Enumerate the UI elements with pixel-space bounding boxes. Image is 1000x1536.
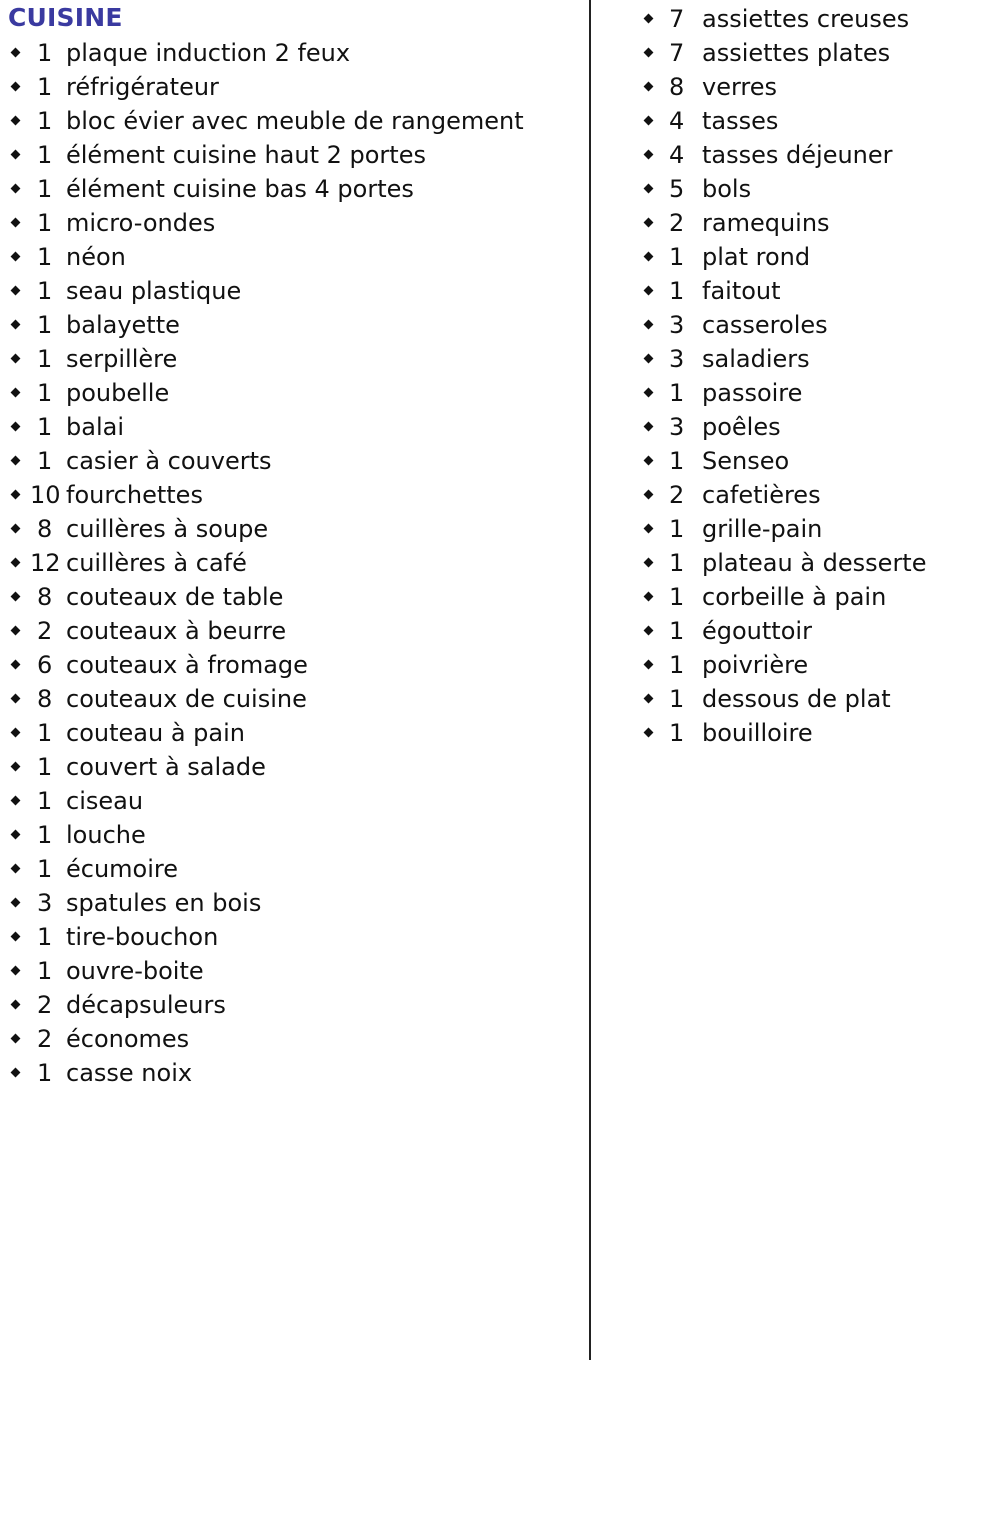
item-label: économes (66, 1025, 190, 1053)
diamond-bullet-icon (11, 524, 21, 534)
item-quantity: 1 (37, 107, 53, 135)
list-item (10, 852, 580, 886)
item-quantity: 2 (669, 481, 685, 509)
inventory-list-right (643, 2, 993, 750)
diamond-bullet-icon (644, 286, 654, 296)
item-quantity: 1 (37, 39, 53, 67)
item-label: cafetières (702, 481, 821, 509)
item-label: ramequins (702, 209, 830, 237)
item-label: grille-pain (702, 515, 823, 543)
item-label: plat rond (702, 243, 811, 271)
item-quantity: 5 (669, 175, 685, 203)
list-item (10, 104, 580, 138)
list-item (643, 206, 993, 240)
list-item (10, 444, 580, 478)
list-item (10, 988, 580, 1022)
item-label: tasses déjeuner (702, 141, 893, 169)
list-item (10, 512, 580, 546)
diamond-bullet-icon (644, 660, 654, 670)
item-label: décapsuleurs (66, 991, 226, 1019)
item-label: cuillères à soupe (66, 515, 269, 543)
item-quantity: 1 (37, 311, 53, 339)
list-item (643, 376, 993, 410)
item-label: balai (66, 413, 124, 441)
item-quantity: 1 (37, 821, 53, 849)
item-label: saladiers (702, 345, 810, 373)
list-item (10, 410, 580, 444)
item-quantity: 2 (669, 209, 685, 237)
diamond-bullet-icon (11, 48, 21, 58)
item-quantity: 1 (37, 345, 53, 373)
item-quantity: 1 (37, 413, 53, 441)
item-quantity: 1 (37, 787, 53, 815)
list-item (643, 512, 993, 546)
list-item (643, 546, 993, 580)
diamond-bullet-icon (11, 388, 21, 398)
diamond-bullet-icon (11, 116, 21, 126)
item-quantity: 1 (669, 685, 685, 713)
list-item (10, 376, 580, 410)
list-item (643, 648, 993, 682)
item-quantity: 4 (669, 141, 685, 169)
item-quantity: 3 (37, 889, 53, 917)
item-label: néon (66, 243, 126, 271)
item-quantity: 1 (37, 209, 53, 237)
diamond-bullet-icon (11, 660, 21, 670)
item-label: tasses (702, 107, 779, 135)
page-title: CUISINE (8, 3, 123, 32)
list-item (643, 104, 993, 138)
diamond-bullet-icon (11, 558, 21, 568)
item-quantity: 4 (669, 107, 685, 135)
diamond-bullet-icon (11, 762, 21, 772)
list-item (643, 274, 993, 308)
list-item (643, 410, 993, 444)
diamond-bullet-icon (644, 116, 654, 126)
item-label: corbeille à pain (702, 583, 887, 611)
list-item (643, 70, 993, 104)
item-quantity: 1 (669, 243, 685, 271)
column-divider (589, 0, 591, 1360)
diamond-bullet-icon (11, 864, 21, 874)
diamond-bullet-icon (644, 48, 654, 58)
item-label: égouttoir (702, 617, 812, 645)
diamond-bullet-icon (11, 626, 21, 636)
item-label: casse noix (66, 1059, 193, 1087)
diamond-bullet-icon (644, 14, 654, 24)
item-quantity: 1 (669, 651, 685, 679)
item-label: ciseau (66, 787, 144, 815)
item-quantity: 1 (669, 719, 685, 747)
list-item (10, 1022, 580, 1056)
list-item (10, 818, 580, 852)
item-quantity: 7 (669, 39, 685, 67)
item-quantity: 1 (37, 73, 53, 101)
item-quantity: 1 (37, 957, 53, 985)
diamond-bullet-icon (11, 456, 21, 466)
diamond-bullet-icon (644, 728, 654, 738)
diamond-bullet-icon (644, 184, 654, 194)
item-quantity: 1 (37, 753, 53, 781)
item-label: poivrière (702, 651, 809, 679)
inventory-list-left (10, 36, 580, 1090)
item-label: couteaux de table (66, 583, 284, 611)
item-quantity: 8 (37, 583, 53, 611)
diamond-bullet-icon (11, 82, 21, 92)
item-quantity: 1 (669, 447, 685, 475)
diamond-bullet-icon (11, 1000, 21, 1010)
list-item (10, 784, 580, 818)
diamond-bullet-icon (644, 592, 654, 602)
item-quantity: 8 (37, 685, 53, 713)
list-item (643, 342, 993, 376)
list-item (10, 886, 580, 920)
item-quantity: 1 (37, 379, 53, 407)
item-label: ouvre-boite (66, 957, 204, 985)
list-item (10, 1056, 580, 1090)
item-label: plateau à desserte (702, 549, 927, 577)
item-quantity: 1 (669, 379, 685, 407)
item-quantity: 3 (669, 311, 685, 339)
diamond-bullet-icon (644, 82, 654, 92)
item-quantity: 8 (669, 73, 685, 101)
item-quantity: 1 (37, 175, 53, 203)
item-quantity: 12 (30, 549, 61, 577)
diamond-bullet-icon (11, 422, 21, 432)
item-label: poubelle (66, 379, 170, 407)
diamond-bullet-icon (11, 1068, 21, 1078)
item-label: casseroles (702, 311, 828, 339)
diamond-bullet-icon (11, 150, 21, 160)
list-item (643, 172, 993, 206)
list-item (10, 172, 580, 206)
diamond-bullet-icon (644, 524, 654, 534)
item-label: seau plastique (66, 277, 242, 305)
diamond-bullet-icon (644, 490, 654, 500)
list-item (643, 444, 993, 478)
diamond-bullet-icon (11, 592, 21, 602)
diamond-bullet-icon (11, 694, 21, 704)
list-item (10, 546, 580, 580)
item-label: passoire (702, 379, 803, 407)
item-label: verres (702, 73, 778, 101)
list-item (10, 240, 580, 274)
list-item (10, 478, 580, 512)
item-label: plaque induction 2 feux (66, 39, 351, 67)
item-label: élément cuisine haut 2 portes (66, 141, 426, 169)
diamond-bullet-icon (644, 320, 654, 330)
item-quantity: 1 (37, 141, 53, 169)
list-item (643, 478, 993, 512)
diamond-bullet-icon (644, 150, 654, 160)
diamond-bullet-icon (644, 694, 654, 704)
diamond-bullet-icon (11, 796, 21, 806)
item-quantity: 2 (37, 1025, 53, 1053)
item-quantity: 3 (669, 345, 685, 373)
item-label: spatules en bois (66, 889, 262, 917)
item-label: couvert à salade (66, 753, 266, 781)
item-quantity: 1 (37, 243, 53, 271)
item-label: micro-ondes (66, 209, 216, 237)
diamond-bullet-icon (644, 388, 654, 398)
diamond-bullet-icon (11, 252, 21, 262)
diamond-bullet-icon (644, 252, 654, 262)
item-label: faitout (702, 277, 781, 305)
list-item (10, 70, 580, 104)
item-label: bouilloire (702, 719, 813, 747)
list-item (10, 138, 580, 172)
item-quantity: 2 (37, 617, 53, 645)
item-label: poêles (702, 413, 781, 441)
item-label: fourchettes (66, 481, 203, 509)
item-quantity: 1 (37, 447, 53, 475)
list-item (10, 36, 580, 70)
diamond-bullet-icon (644, 558, 654, 568)
item-quantity: 1 (37, 719, 53, 747)
item-label: couteaux à fromage (66, 651, 308, 679)
item-label: louche (66, 821, 146, 849)
list-item (643, 138, 993, 172)
list-item (10, 308, 580, 342)
list-item (10, 614, 580, 648)
diamond-bullet-icon (644, 422, 654, 432)
item-label: élément cuisine bas 4 portes (66, 175, 414, 203)
item-label: casier à couverts (66, 447, 272, 475)
item-quantity: 8 (37, 515, 53, 543)
list-item (643, 580, 993, 614)
list-item (10, 954, 580, 988)
item-quantity: 6 (37, 651, 53, 679)
list-item (643, 240, 993, 274)
list-item (643, 36, 993, 70)
diamond-bullet-icon (11, 320, 21, 330)
item-quantity: 1 (37, 923, 53, 951)
diamond-bullet-icon (11, 898, 21, 908)
list-item (643, 716, 993, 750)
item-quantity: 10 (30, 481, 61, 509)
diamond-bullet-icon (11, 728, 21, 738)
item-label: assiettes plates (702, 39, 891, 67)
item-label: dessous de plat (702, 685, 891, 713)
list-item (643, 308, 993, 342)
diamond-bullet-icon (11, 184, 21, 194)
item-label: bloc évier avec meuble de rangement (66, 107, 524, 135)
item-quantity: 2 (37, 991, 53, 1019)
item-label: assiettes creuses (702, 5, 910, 33)
item-quantity: 1 (37, 277, 53, 305)
list-item (10, 274, 580, 308)
list-item (10, 750, 580, 784)
diamond-bullet-icon (644, 218, 654, 228)
diamond-bullet-icon (11, 932, 21, 942)
item-quantity: 1 (37, 1059, 53, 1087)
list-item (643, 682, 993, 716)
item-quantity: 1 (669, 549, 685, 577)
diamond-bullet-icon (644, 626, 654, 636)
list-item (10, 580, 580, 614)
item-quantity: 1 (37, 855, 53, 883)
item-quantity: 3 (669, 413, 685, 441)
list-item (10, 920, 580, 954)
diamond-bullet-icon (644, 354, 654, 364)
diamond-bullet-icon (11, 490, 21, 500)
item-label: réfrigérateur (66, 73, 219, 101)
item-quantity: 1 (669, 617, 685, 645)
item-quantity: 1 (669, 277, 685, 305)
list-item (643, 2, 993, 36)
item-label: balayette (66, 311, 180, 339)
item-label: bols (702, 175, 752, 203)
item-quantity: 1 (669, 583, 685, 611)
item-label: couteaux de cuisine (66, 685, 307, 713)
list-item (10, 682, 580, 716)
list-item (10, 342, 580, 376)
item-quantity: 7 (669, 5, 685, 33)
item-quantity: 1 (669, 515, 685, 543)
diamond-bullet-icon (11, 1034, 21, 1044)
list-item (10, 648, 580, 682)
diamond-bullet-icon (11, 830, 21, 840)
diamond-bullet-icon (11, 354, 21, 364)
list-item (10, 716, 580, 750)
diamond-bullet-icon (11, 966, 21, 976)
item-label: couteau à pain (66, 719, 245, 747)
diamond-bullet-icon (644, 456, 654, 466)
item-label: tire-bouchon (66, 923, 219, 951)
item-label: serpillère (66, 345, 178, 373)
list-item (643, 614, 993, 648)
item-label: écumoire (66, 855, 179, 883)
diamond-bullet-icon (11, 286, 21, 296)
item-label: cuillères à café (66, 549, 247, 577)
diamond-bullet-icon (11, 218, 21, 228)
item-label: Senseo (702, 447, 790, 475)
item-label: couteaux à beurre (66, 617, 287, 645)
list-item (10, 206, 580, 240)
